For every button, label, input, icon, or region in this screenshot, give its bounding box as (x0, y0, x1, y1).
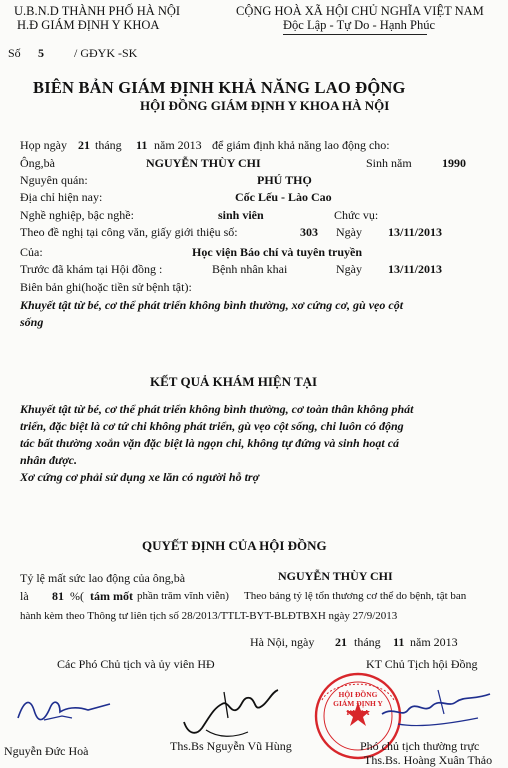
motto: Độc Lập - Tự Do - Hạnh Phúc (283, 18, 435, 32)
job-value: sinh viên (218, 208, 264, 222)
signing-day: 21 (335, 635, 347, 649)
signer-3-name: Ths.Bs. Hoàng Xuân Thảo (364, 753, 493, 767)
rate-label: Tỷ lệ mất sức lao động của ông,bà (20, 571, 186, 585)
signing-place: Hà Nội, ngày (250, 635, 315, 649)
birth-year-value: 1990 (442, 156, 466, 170)
birth-year-label: Sinh năm (366, 156, 412, 170)
issuer-org-label: Của: (20, 245, 43, 259)
request-date: 13/11/2013 (388, 225, 443, 239)
doc-number-suffix: / GĐYK -SK (74, 46, 138, 60)
right-signer-heading: KT Chủ Tịch hội Đồng (366, 657, 478, 671)
meeting-day: 21 (78, 138, 90, 152)
origin-value: PHÚ THỌ (257, 173, 312, 187)
exam-line4: nhân được. (20, 453, 77, 467)
rate-name: NGUYỄN THÙY CHI (278, 569, 393, 583)
issuer-line1: U.B.N.D THÀNH PHỐ HÀ NỘI (14, 4, 181, 18)
previous-exam-label: Trước đã khám tại Hội đồng : (20, 262, 163, 276)
percent-words: tám mốt (90, 589, 133, 603)
signer-2-name: Ths.Bs Nguyễn Vũ Hùng (170, 739, 292, 753)
meeting-month: 11 (136, 138, 148, 152)
doc-number-label: Số (8, 46, 21, 60)
exam-line1: Khuyết tật từ bé, cơ thể phát triển không bình thường, cơ toàn thân không phát (20, 402, 414, 416)
origin-label: Nguyên quán: (20, 173, 88, 187)
request-label: Theo đề nghị tại công văn, giấy giới thiệu số: (20, 225, 238, 239)
meeting-prefix: Họp ngày (20, 138, 67, 152)
signing-month-label: tháng (354, 635, 381, 649)
country-name: CỘNG HOÀ XÃ HỘI CHỦ NGHĨA VIỆT NAM (236, 4, 484, 18)
previous-exam-value: Bệnh nhân khai (212, 262, 288, 276)
position-label: Chức vụ: (334, 208, 379, 222)
signature-1-image (14, 680, 114, 740)
previous-exam-date-label: Ngày (336, 262, 362, 276)
signing-month: 11 (393, 635, 405, 649)
issuer-line2: H.Đ GIÁM ĐỊNH Y KHOA (17, 18, 160, 32)
exam-heading: KẾT QUẢ KHÁM HIỆN TẠI (150, 374, 318, 389)
request-date-label: Ngày (336, 225, 362, 239)
name-label: Ông,bà (20, 156, 55, 170)
history-line2: sống (20, 315, 44, 329)
request-number: 303 (300, 225, 318, 239)
signature-3-image (378, 684, 498, 744)
address-label: Địa chỉ hiện nay: (20, 190, 103, 204)
signing-year: năm 2013 (410, 635, 458, 649)
basis-line2: hành kèm theo Thông tư liên tịch số 28/2013/TTLT-BYT-BLĐTBXH ngày 27/9/2013 (20, 610, 398, 622)
exam-line2: triển, đặc biệt là cơ tứ chi không phát triển, gù vẹo cột sống, chi luôn có động (20, 419, 404, 433)
address-value: Cốc Lếu - Lào Cao (235, 190, 332, 204)
exam-line3: tác bất thường xoắn vặn đặc biệt là ngọn chi, không tự đứng và sinh hoạt cá (20, 436, 400, 450)
basis-part1: Theo bảng tỷ lệ tổn thương cơ thể do bệnh, tật ban (244, 590, 467, 602)
decision-heading: QUYẾT ĐỊNH CỦA HỘI ĐỒNG (142, 538, 327, 553)
document-title: BIÊN BẢN GIÁM ĐỊNH KHẢ NĂNG LAO ĐỘNG (33, 78, 406, 97)
history-label: Biên bản ghi(hoặc tiền sử bệnh tật): (20, 280, 192, 294)
meeting-year: năm 2013 (154, 138, 202, 152)
exam-line5: Xơ cứng cơ phải sử dụng xe lăn có người hỗ trợ (20, 470, 260, 484)
previous-exam-date: 13/11/2013 (388, 262, 443, 276)
document-subtitle: HỘI ĐỒNG GIÁM ĐỊNH Y KHOA HÀ NỘI (140, 98, 390, 113)
left-signers-heading: Các Phó Chủ tịch và ủy viên HĐ (57, 657, 215, 671)
name-value: NGUYỄN THÙY CHI (146, 156, 261, 170)
signer-3-title: Phó chủ tịch thường trực (360, 739, 480, 753)
percent-note: phần trăm vĩnh viễn) (137, 590, 229, 602)
job-label: Nghề nghiệp, bậc nghề: (20, 208, 134, 222)
meeting-purpose: để giám định khả năng lao động cho: (212, 138, 390, 152)
stamp-text: HỘI ĐỒNG GIÁM ĐỊNH Y KHOA (333, 690, 383, 717)
meeting-month-label: tháng (95, 138, 122, 152)
percent-sign: %( (70, 589, 84, 603)
rate-la: là (20, 589, 29, 603)
signer-1-name: Nguyễn Đức Hoà (4, 744, 89, 758)
issuer-org-value: Học viện Báo chí và tuyên truyền (192, 245, 362, 259)
motto-underline (283, 34, 427, 35)
doc-number-value: 5 (38, 46, 44, 60)
history-line1: Khuyết tật từ bé, cơ thể phát triển không bình thường, xơ cứng cơ, gù vẹo cột (20, 298, 404, 312)
percent-value: 81 (52, 589, 64, 603)
